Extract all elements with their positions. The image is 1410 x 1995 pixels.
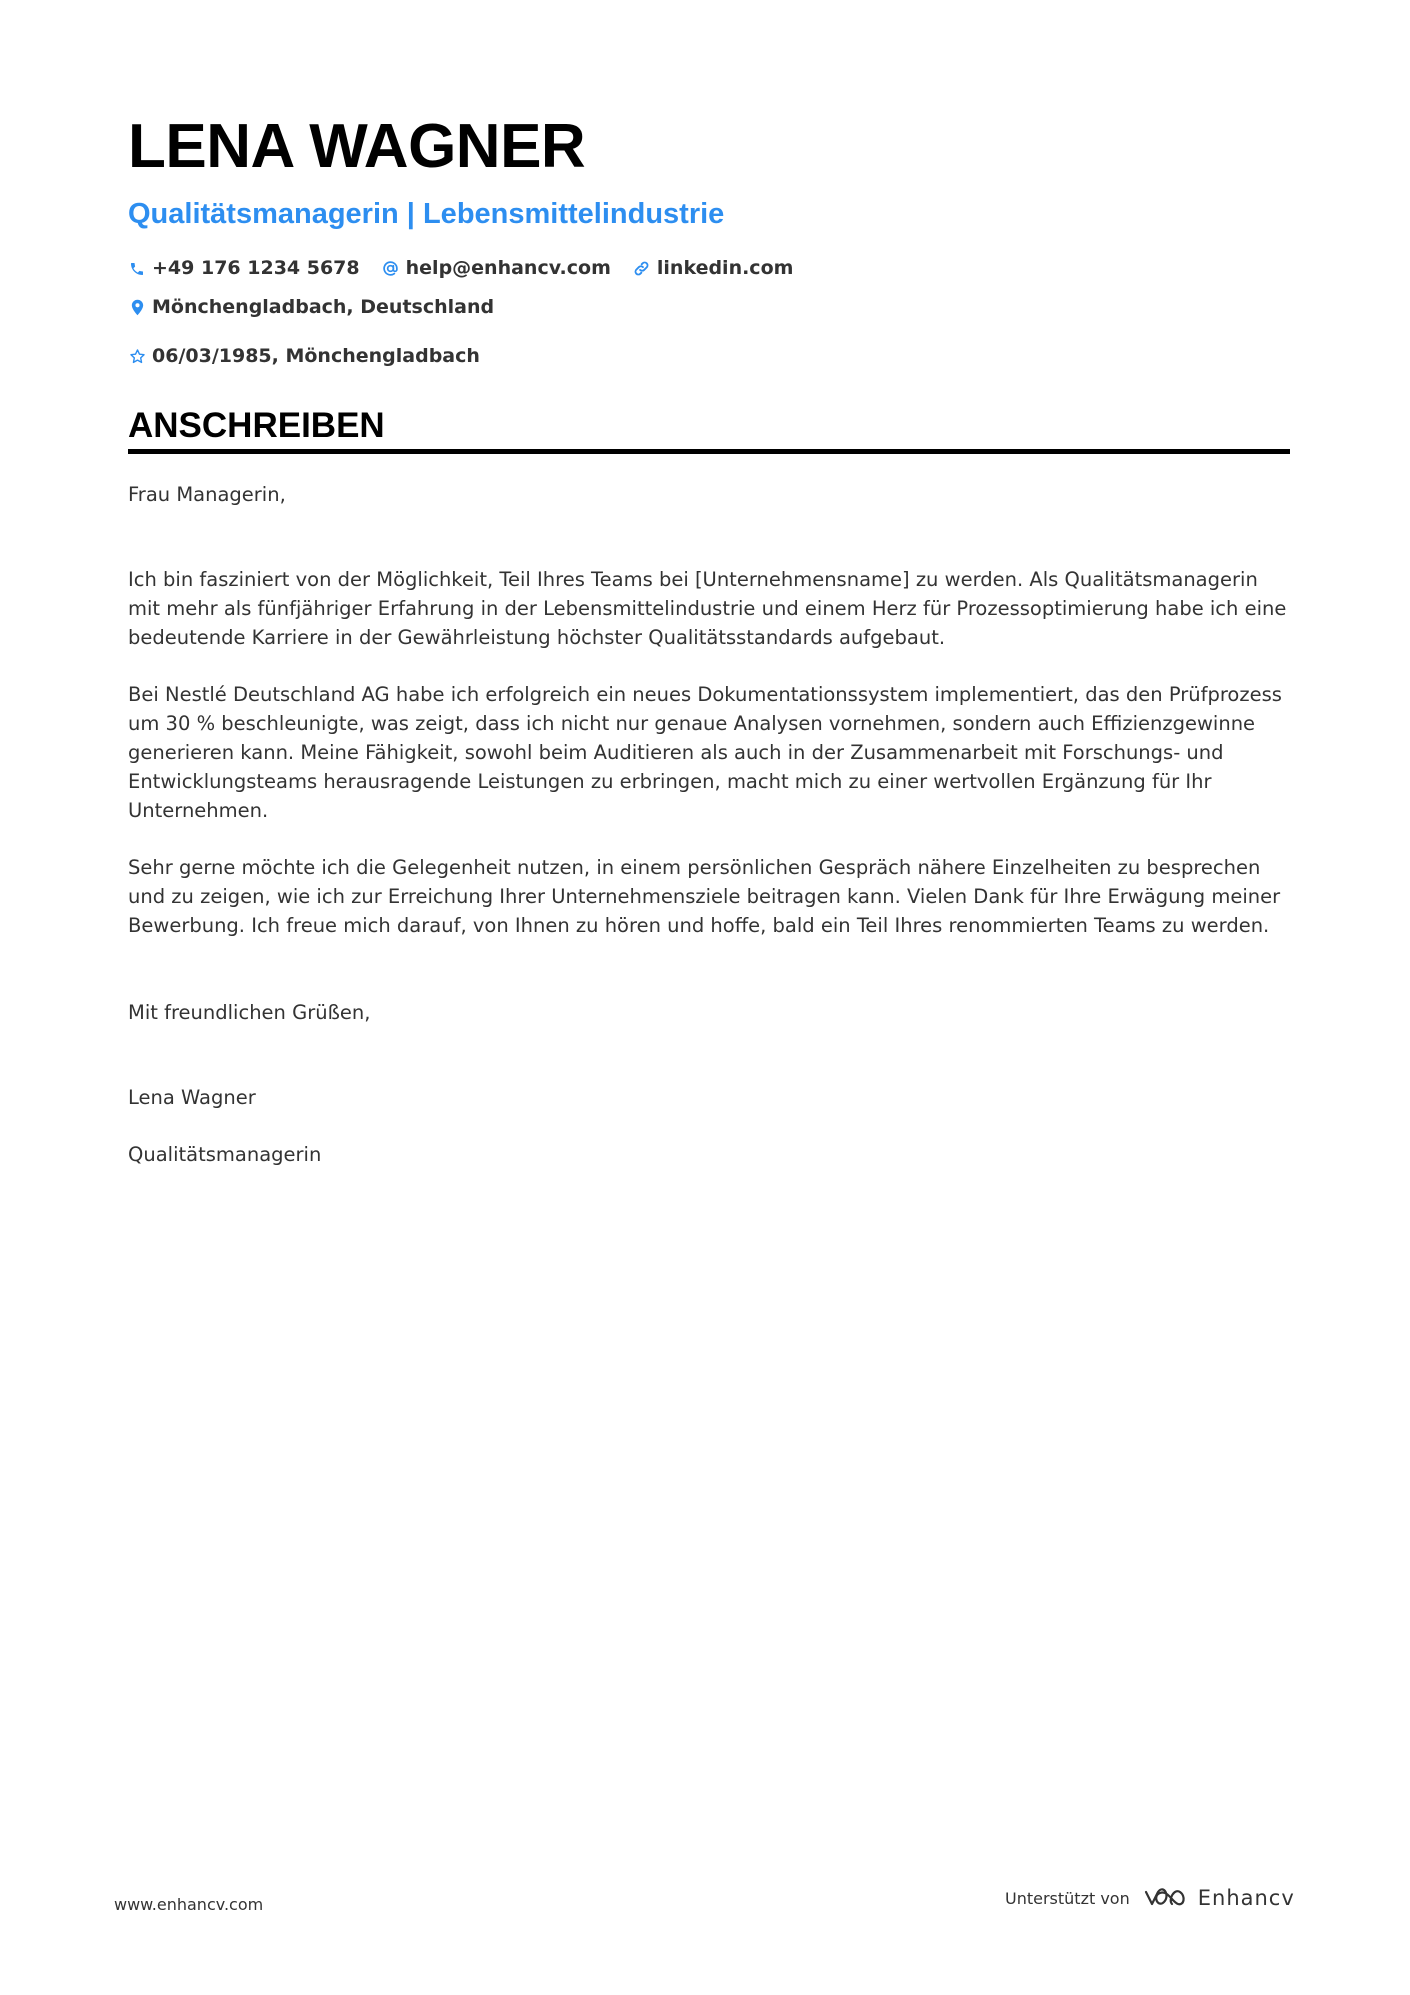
phone-icon xyxy=(128,260,146,278)
letter-paragraph: Ich bin fasziniert von der Möglichkeit, Teil Ihres Teams bei [Unternehmensname] zu werden. Als Qualitätsmanagerin mit mehr als fünfjähriger Erfahrung in der Lebensmittelindustrie und einem Herz für Prozessoptimierung habe ich eine bedeutende Karriere in der Gewährleistung höchster Qualitätsstandards aufgebaut. xyxy=(128,568,1287,649)
job-title: Qualitätsmanagerin | Lebensmittelindustrie xyxy=(128,198,725,230)
header xyxy=(128,108,1290,371)
closing: Mit freundlichen Grüßen, xyxy=(128,1001,371,1024)
contact-phone xyxy=(128,254,360,283)
contact-linkedin[interactable] xyxy=(633,254,794,283)
signature-name: Lena Wagner xyxy=(128,1086,256,1109)
contact-email[interactable] xyxy=(382,254,611,283)
contact-birth xyxy=(128,342,480,371)
footer-branding xyxy=(1005,1886,1295,1910)
at-icon xyxy=(382,260,400,278)
contact-info xyxy=(128,254,1128,371)
letter-paragraph: Bei Nestlé Deutschland AG habe ich erfolgreich ein neues Dokumentationssystem implementiert, das den Prüfprozess um 30 % beschleunigte, was zeigt, dass ich nicht nur genaue Analysen vornehmen, sondern auch Effizienzgewinne generieren kann. Meine Fähigkeit, sowohl beim Auditieren als auch in der Zusammenarbeit mit Forschungs- und Entwicklungsteams herausragende Leistungen zu erbringen, macht mich zu einer wertvollen Ergänzung für Ihr Unternehmen. xyxy=(128,683,1282,822)
linkedin-text[interactable]: linkedin.com xyxy=(656,257,794,279)
enhancv-logo-icon xyxy=(1142,1886,1188,1910)
signature-title: Qualitätsmanagerin xyxy=(128,1143,322,1166)
email-text[interactable]: help@enhancv.com xyxy=(405,257,611,279)
letter-body xyxy=(128,480,1290,1169)
contact-location xyxy=(128,293,494,322)
section-divider xyxy=(128,449,1290,454)
salutation: Frau Managerin, xyxy=(128,483,286,506)
location-pin-icon xyxy=(128,299,146,317)
letter-paragraph: Sehr gerne möchte ich die Gelegenheit nutzen, in einem persönlichen Gespräch nähere Einzelheiten zu besprechen und zu zeigen, wie ich zur Erreichung Ihrer Unternehmensziele beitragen kann. Vielen Dank für Ihre Erwägung meiner Bewerbung. Ich freue mich darauf, von Ihnen zu hören und hoffe, bald ein Teil Ihres renommierten Teams zu werden. xyxy=(128,856,1281,937)
section-title: ANSCHREIBEN xyxy=(128,406,385,445)
birth-text: 06/03/1985, Mönchengladbach xyxy=(152,345,480,367)
candidate-name: LENA WAGNER xyxy=(128,112,586,181)
star-icon xyxy=(128,348,146,366)
footer-website[interactable]: www.enhancv.com xyxy=(114,1895,264,1914)
location-text: Mönchengladbach, Deutschland xyxy=(152,296,495,318)
powered-by-label: Unterstützt von xyxy=(1005,1888,1130,1908)
brand-name: Enhancv xyxy=(1197,1886,1295,1910)
phone-text: +49 176 1234 5678 xyxy=(152,257,360,279)
link-icon xyxy=(633,260,651,278)
